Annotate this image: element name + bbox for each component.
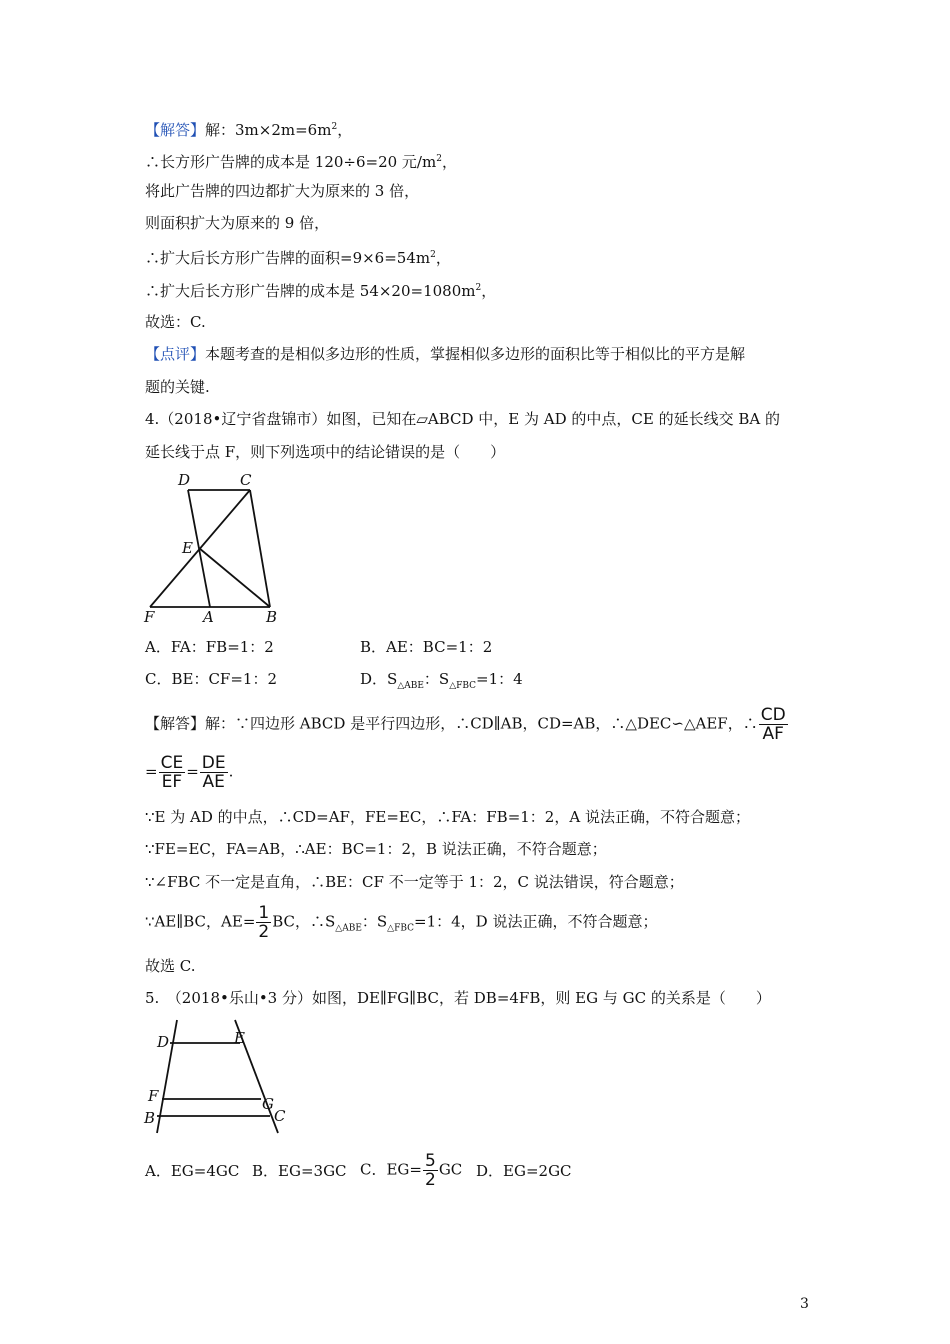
q4-figure xyxy=(140,466,290,626)
q4-option-c: C．BE：CF=1：2 xyxy=(145,670,277,688)
label-E: E xyxy=(182,539,193,557)
q4-option-d: D．$S_{\triangle ABE}$：$S_{\triangle FBC}=1$：4 xyxy=(360,670,523,691)
q5-option-d: D．EG=2GC xyxy=(476,1162,572,1180)
sol3-line2: ∴长方形广告牌的成本是 120÷6=20 元$/m^2$， xyxy=(145,153,457,171)
q4-sol-line5: ∵∠FBC 不一定是直角，∴BE：CF 不一定等于 1：2，C 说法错误，符合题意； xyxy=(145,873,684,891)
fraction-five-halves: $\frac{5}{2}$ xyxy=(424,1151,436,1190)
label-C: C xyxy=(240,471,252,489)
sol3-line6: ∴扩大后长方形广告牌的成本是 $54\times 20=1080m^2$， xyxy=(145,282,497,300)
fraction-ce-ef: $\frac{CE}{EF}$ xyxy=(160,753,184,792)
page-number: 3 xyxy=(800,1296,809,1312)
sol3-line5: ∴扩大后长方形广告牌的面积$=9\times 6=54m^2$， xyxy=(145,249,451,267)
answer-tag: 【解答】 xyxy=(145,714,206,733)
label-B: B xyxy=(144,1109,156,1127)
label-B: B xyxy=(266,608,278,626)
sol3-line7: 故选：C. xyxy=(145,313,206,331)
q5-option-b: B．EG=3GC xyxy=(252,1162,347,1180)
q4-sol-line7: 故选 C. xyxy=(145,957,196,975)
review-line2: 题的关键. xyxy=(145,378,210,396)
label-D: D xyxy=(157,1033,170,1051)
sol3-line3: 将此广告牌的四边都扩大为原来的 3 倍， xyxy=(145,182,420,200)
answer-tag: 【解答】 xyxy=(145,121,206,139)
review-tag: 【点评】 xyxy=(145,345,206,363)
q4-option-b: B．AE：BC=1：2 xyxy=(360,638,493,656)
label-C: C xyxy=(274,1107,286,1125)
review-line1: 【点评】本题考查的是相似多边形的性质，掌握相似多边形的面积比等于相似比的平方是解 xyxy=(145,345,746,363)
q5-stem: 5. （2018•乐山•3 分）如图，DE∥FG∥BC，若 DB=4FB，则 EG 与 GC 的关系是（ ） xyxy=(145,989,771,1007)
fraction-one-half: $\frac{1}{2}$ xyxy=(258,903,270,942)
q4-stem-line2: 延长线于点 F，则下列选项中的结论错误的是（ ） xyxy=(145,443,506,461)
label-F: F xyxy=(144,608,155,626)
label-D: D xyxy=(178,471,191,489)
q4-sol-line2: = $\frac{CE}{EF}$ = $\frac{DE}{AE}$ . xyxy=(145,753,234,792)
sol3-line1: 【解答】解：$3m\times 2m=6m^2$， xyxy=(145,121,353,139)
q4-sol-line3: ∵E 为 AD 的中点，∴CD=AF，FE=EC，∴FA：FB=1：2，A 说法正确，不符合题意； xyxy=(145,808,750,826)
q4-option-a: A．FA：FB=1：2 xyxy=(145,638,274,656)
q5-option-c: C．EG= $\frac{5}{2}$ GC xyxy=(360,1151,463,1190)
label-A: A xyxy=(203,608,214,626)
fraction-de-ae: $\frac{DE}{AE}$ xyxy=(201,753,226,792)
q4-sol-line1: 【解答】解：∵四边形 ABCD 是平行四边形，∴CD∥AB，CD=AB，∴△DEC∽△AEF，∴ $\frac{CD}{AF}$ xyxy=(145,705,786,744)
q4-sol-line6: ∵AE∥BC，AE= $\frac{1}{2}$ BC，$\therefore S_{\triangle ABE}$：$S_{\triangle FBC}=1$：4，D 说法正确，不符合题意； xyxy=(145,903,658,942)
label-E: E xyxy=(234,1029,245,1047)
q5-option-a: A．EG=4GC xyxy=(145,1162,240,1180)
q4-stem-line1: 4.（2018•辽宁省盘锦市）如图，已知在▱ABCD 中，E 为 AD 的中点，CE 的延长线交 BA 的 xyxy=(145,410,780,428)
label-F: F xyxy=(148,1087,159,1105)
q5-figure xyxy=(140,1015,300,1140)
label-G: G xyxy=(262,1095,274,1113)
fraction-cd-af: $\frac{CD}{AF}$ xyxy=(760,705,786,744)
q4-sol-line4: ∵FE=EC，FA=AB，∴AE：BC=1：2，B 说法正确，不符合题意； xyxy=(145,840,607,858)
sol3-line4: 则面积扩大为原来的 9 倍， xyxy=(145,214,330,232)
